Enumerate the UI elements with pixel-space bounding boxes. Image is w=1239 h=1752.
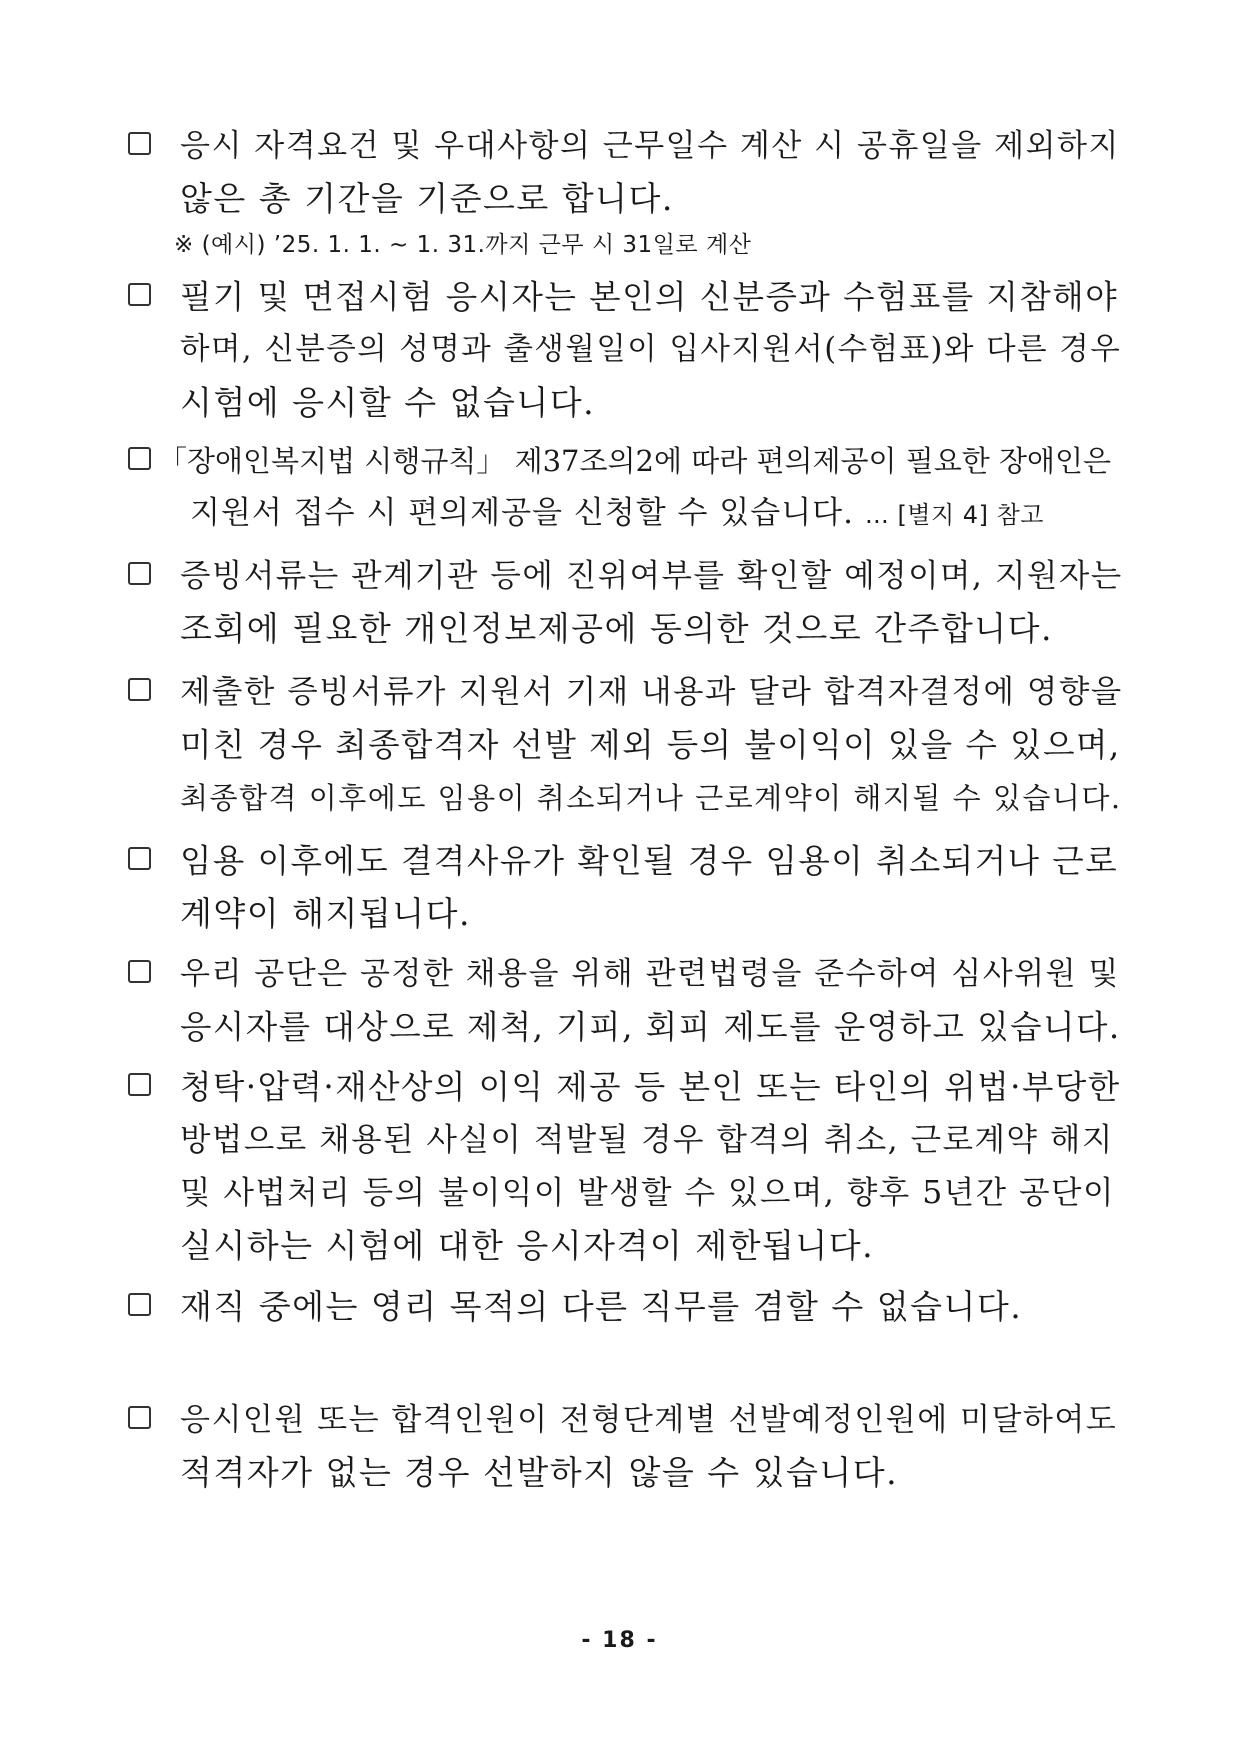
text-line: 제출한 증빙서류가 지원서 기재 내용과 달라 합격자결정에 영향을	[180, 674, 1123, 710]
text-line: 응시 자격요건 및 우대사항의 근무일수 계산 시 공휴일을 제외하지	[180, 128, 1120, 164]
text-line: 증빙서류는 관계기관 등에 진위여부를 확인할 예정이며, 지원자는	[180, 558, 1123, 594]
checkbox-icon	[128, 678, 151, 701]
checkbox-icon	[128, 562, 151, 585]
text-line: 응시인원 또는 합격인원이 전형단계별 선발예정인원에 미달하여도	[180, 1402, 1118, 1438]
checkbox-icon	[128, 960, 151, 983]
text-line: 청탁·압력·재산상의 이익 제공 등 본인 또는 타인의 위법·부당한	[180, 1068, 1121, 1106]
text-line: 필기 및 면접시험 응시자는 본인의 신분증과 수험표를 지참해야	[180, 278, 1119, 316]
checkbox-icon	[128, 847, 151, 870]
text-line: 방법으로 채용된 사실이 적발될 경우 합격의 취소, 근로계약 해지	[180, 1122, 1114, 1158]
checkbox-icon	[128, 1073, 151, 1096]
text-line: 미친 경우 최종합격자 선발 제외 등의 불이익이 있을 수 있으며,	[180, 726, 1121, 764]
text-line: 계약이 해지됩니다.	[180, 894, 472, 933]
checkbox-icon	[128, 1406, 151, 1429]
checkbox-icon	[128, 1293, 151, 1316]
text-line: 않은 총 기간을 기준으로 합니다.	[180, 179, 674, 218]
text-line: 최종합격 이후에도 임용이 취소되거나 근로계약이 해지될 수 있습니다.	[180, 781, 1122, 815]
text-line: 및 사법처리 등의 불이익이 발생할 수 있으며, 향후 5년간 공단이	[180, 1175, 1115, 1211]
text-line: 지원서 접수 시 편의제공을 신청할 수 있습니다. … [별지 4] 참고	[190, 495, 1044, 531]
text-line: 적격자가 없는 경우 선발하지 않을 수 있습니다.	[180, 1453, 899, 1492]
checkbox-icon	[128, 132, 151, 155]
text-line: 실시하는 시험에 대한 응시자격이 제한됩니다.	[180, 1226, 875, 1265]
text-line: 하며, 신분증의 성명과 출생월일이 입사지원서(수험표)와 다른 경우	[180, 332, 1122, 367]
text-line: 조회에 필요한 개인정보제공에 동의한 것으로 간주합니다.	[180, 609, 1054, 648]
example-note: ※ (예시) ’25. 1. 1. ~ 1. 31.까지 근무 시 31일로 계산	[174, 232, 752, 258]
page-number: - 18 -	[581, 1628, 658, 1653]
text-line: 우리 공단은 공정한 채용을 위해 관련법령을 준수하여 심사위원 및	[180, 956, 1120, 992]
text-line: 응시자를 대상으로 제척, 기피, 회피 제도를 운영하고 있습니다.	[180, 1008, 1121, 1046]
text-line: 「장애인복지법 시행규칙」 제37조의2에 따라 편의제공이 필요한 장애인은	[158, 444, 1112, 478]
text-line: 재직 중에는 영리 목적의 다른 직무를 겸할 수 없습니다.	[180, 1287, 1023, 1326]
checkbox-icon	[128, 447, 151, 470]
checkbox-icon	[128, 283, 151, 306]
appendix-reference: … [별지 4] 참고	[864, 501, 1044, 529]
text-line: 임용 이후에도 결격사유가 확인될 경우 임용이 취소되거나 근로	[180, 842, 1119, 880]
text-line: 시험에 응시할 수 없습니다.	[180, 383, 596, 422]
